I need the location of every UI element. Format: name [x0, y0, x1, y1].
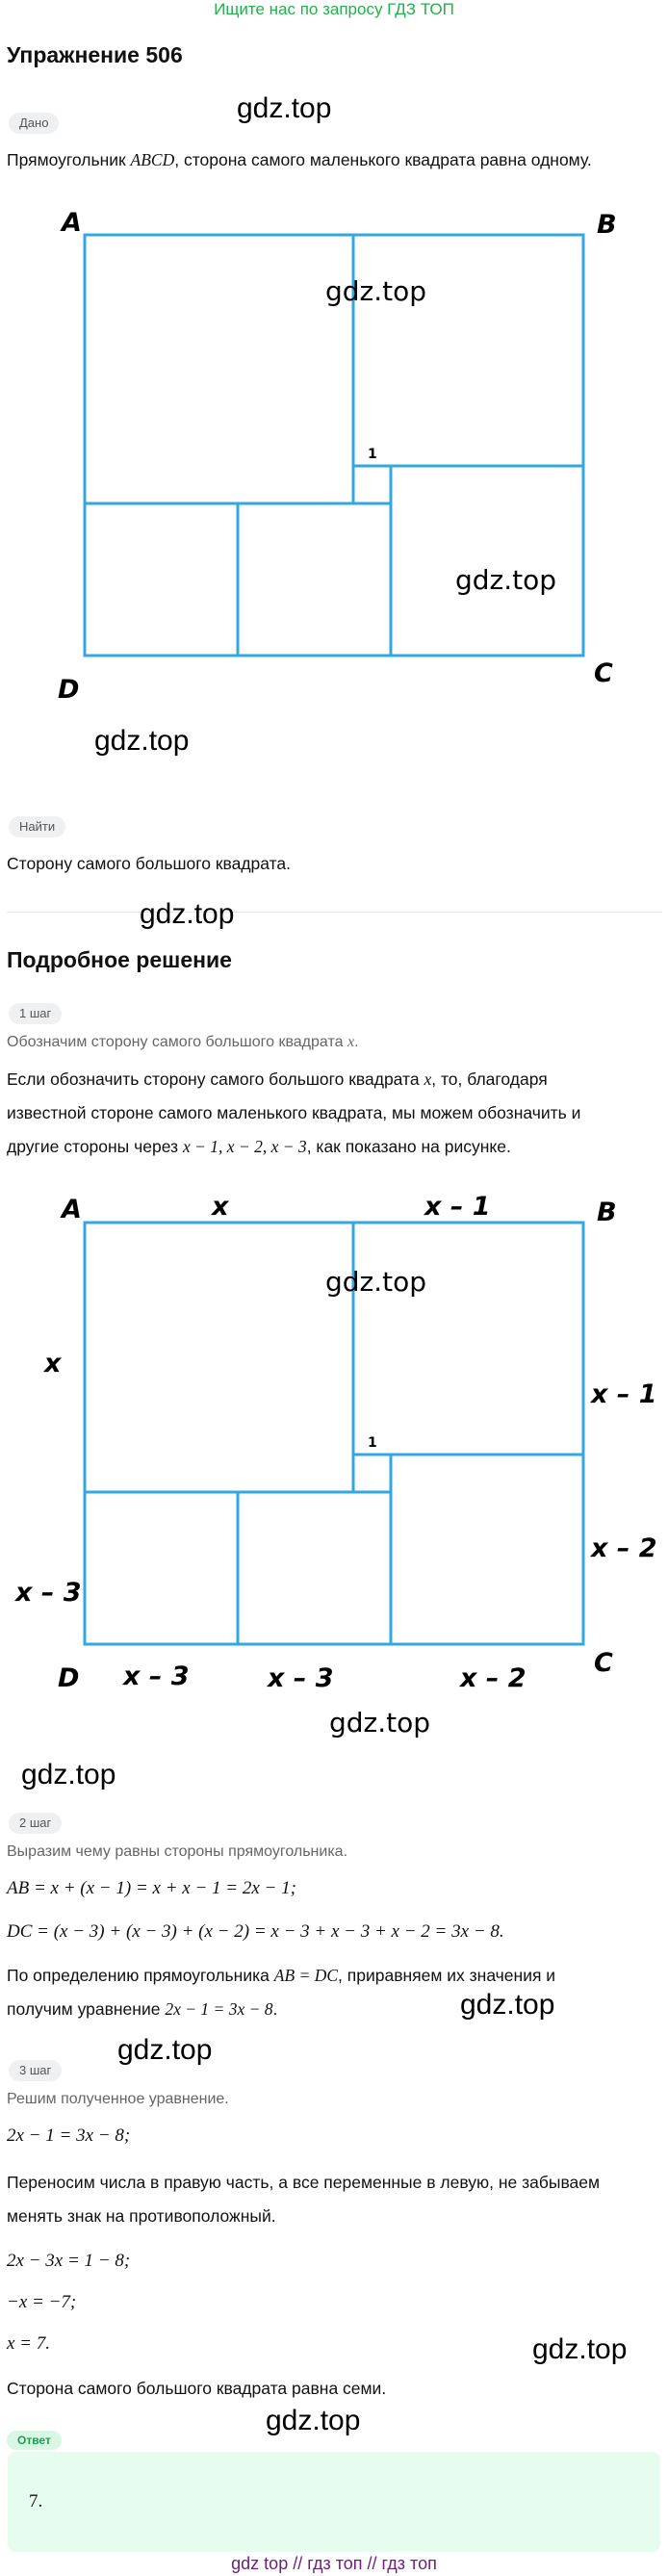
watermark: gdz.top — [117, 2034, 213, 2066]
step2-line1-prefix: По определению прямоугольника — [7, 1966, 274, 1985]
watermark: gdz.top — [325, 1266, 427, 1298]
watermark: gdz.top — [460, 1989, 555, 2021]
step2-line2-math: 2x − 1 = 3x − 8 — [165, 1999, 273, 2019]
label-a: A — [62, 208, 82, 238]
label-bottom-x-3: x – 3 — [123, 1662, 190, 1691]
step3-eq1: 2x − 1 = 3x − 8; — [7, 2125, 131, 2146]
step1-note — [7, 1034, 359, 1051]
given-chip: Дано — [9, 113, 59, 134]
label-right-x-1: x – 1 — [591, 1379, 657, 1409]
find-chip: Найти — [9, 816, 65, 837]
step1-line1-suffix: , то, благодаря — [431, 1069, 548, 1089]
label-d: D — [58, 1663, 80, 1693]
step1-line2: известной стороне самого маленького квадрата, мы можем обозначить и — [7, 1103, 581, 1122]
step1-chip: 1 шаг — [9, 1003, 62, 1024]
step2-line2 — [7, 1993, 277, 2025]
label-b: B — [597, 210, 617, 240]
label-one: 1 — [368, 1435, 377, 1451]
label-c: C — [594, 1648, 613, 1678]
given-text-prefix: Прямоугольник — [7, 150, 131, 169]
figure-rectangle-abcd — [0, 193, 668, 770]
step2-line2-prefix: получим уравнение — [7, 1999, 166, 2019]
step1-line3 — [7, 1130, 511, 1163]
watermark: gdz.top — [532, 2333, 628, 2365]
step3-eq4: x = 7. — [7, 2333, 51, 2354]
label-c: C — [594, 658, 613, 688]
step3-line2: менять знак на противоположный. — [7, 2206, 276, 2226]
label-right-x-2: x – 2 — [591, 1533, 657, 1563]
watermark: gdz.top — [266, 2405, 361, 2436]
step3-line1: Переносим числа в правую часть, а все переменные в левую, не забываем — [7, 2173, 601, 2192]
label-top-x: x — [212, 1192, 229, 1222]
watermark: gdz.top — [329, 1707, 431, 1739]
step3-note: Решим полученное уравнение. — [7, 2091, 229, 2107]
step1-line1 — [7, 1063, 548, 1095]
figure-rectangle-labeled — [0, 1179, 668, 1757]
step2-line1 — [7, 1959, 555, 1992]
label-d: D — [58, 675, 80, 705]
watermark: gdz.top — [237, 92, 332, 124]
label-left-x: x — [44, 1349, 62, 1378]
step2-line1-math: AB = DC — [273, 1966, 339, 1985]
step1-line3-suffix: , как показано на рисунке. — [306, 1137, 511, 1156]
answer-box — [8, 2452, 660, 2552]
page-title: Упражнение 506 — [7, 42, 183, 67]
step1-note-math: x — [347, 1034, 355, 1050]
label-left-x-3: x – 3 — [15, 1578, 82, 1608]
step1-note-prefix: Обозначим сторону самого большого квадрата — [7, 1034, 347, 1050]
step2-eq2: DC = (x − 3) + (x − 3) + (x − 2) = x − 3 + x − 3 + x − 2 = 3x − 8. — [7, 1921, 504, 1942]
answer-value: 7. — [29, 2491, 43, 2512]
step3-conclusion: Сторона самого большого квадрата равна семи. — [7, 2379, 387, 2398]
find-text: Сторону самого большого квадрата. — [7, 854, 292, 873]
answer-chip: Ответ — [7, 2431, 62, 2450]
given-text-suffix: , сторона самого маленького квадрата равна одному. — [174, 150, 592, 169]
solution-heading: Подробное решение — [7, 947, 232, 972]
step1-line3-prefix: другие стороны через — [7, 1137, 183, 1156]
step3-eq2: 2x − 3x = 1 − 8; — [7, 2251, 131, 2271]
step3-eq3: −x = −7; — [7, 2292, 77, 2312]
divider — [7, 912, 661, 913]
label-top-x-1: x – 1 — [424, 1192, 491, 1222]
label-one: 1 — [368, 447, 377, 462]
label-b: B — [597, 1198, 617, 1227]
step2-eq1: AB = x + (x − 1) = x + x − 1 = 2x − 1; — [7, 1878, 296, 1898]
step2-line1-suffix: , приравняем их значения и — [338, 1966, 556, 1985]
label-a: A — [62, 1195, 82, 1224]
step2-chip: 2 шаг — [9, 1813, 62, 1834]
watermark: gdz.top — [94, 725, 190, 757]
given-text-math: ABCD — [130, 150, 175, 169]
step2-line2-suffix: . — [272, 1999, 278, 2019]
label-bottom-x-3: x – 3 — [268, 1663, 334, 1693]
top-banner[interactable]: Ищите нас по запросу ГДЗ ТОП — [214, 0, 454, 18]
watermark: gdz.top — [325, 275, 427, 307]
watermark: gdz.top — [455, 564, 557, 596]
step3-chip: 3 шаг — [9, 2060, 62, 2081]
step2-note: Выразим чему равны стороны прямоугольника. — [7, 1843, 348, 1860]
step1-line1-math: x — [424, 1069, 432, 1089]
label-bottom-x-2: x – 2 — [460, 1663, 527, 1693]
footer-links[interactable]: gdz top // гдз топ // гдз топ — [231, 2554, 437, 2573]
watermark: gdz.top — [21, 1759, 116, 1790]
watermark: gdz.top — [140, 898, 235, 930]
step1-note-suffix: . — [354, 1034, 359, 1050]
given-text — [7, 143, 592, 176]
step1-line3-math: x − 1, x − 2, x − 3 — [182, 1137, 307, 1156]
step1-line1-prefix: Если обозначить сторону самого большого квадрата — [7, 1069, 424, 1089]
